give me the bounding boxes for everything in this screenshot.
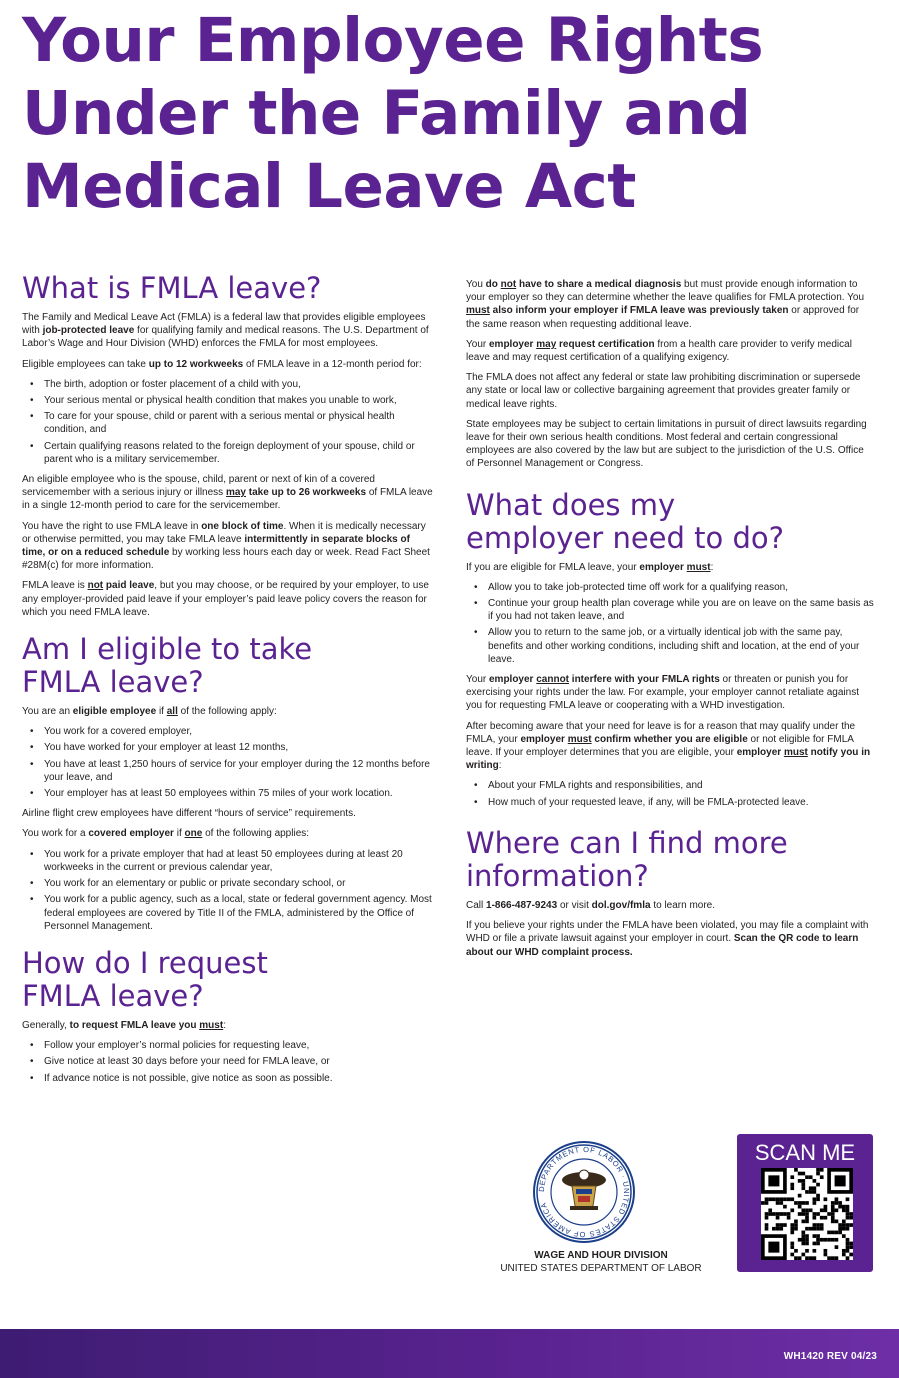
qr-code-panel[interactable] [737,1134,873,1272]
text-bold: do [485,279,501,290]
heading-line: Am I eligible to take [22,632,313,667]
text: to learn more. [650,899,716,911]
text-bold-underline: not [500,279,517,290]
bullet-list [22,848,434,933]
text-bold: job-protected leave [42,325,135,337]
paragraph: State employees may be subject to certain limitations in pursuit of direct lawsuits regarding leave for their own serious health conditions. Most federal and certain congressional employees are also covered by the law but are subject to the jurisdiction of the U.S. Office of Personnel Management or Congress. [466,418,867,470]
text: You are an [22,706,73,718]
list-item: • You work for a public agency, such as a local, state or federal government agency. Most federal employees are covered by Title II of the FMLA, administered by the Office of Personnel Management. [30,893,434,933]
text-bold: intermittently in separate blocks of time, or on a reduced schedule [22,533,410,559]
text-bold: up to 12 workweeks [148,358,244,370]
text: for qualifying family and medical reasons. The U.S. Department of Labor’s Wage and Hour Division (WHD) enforces the FMLA for most employees. [22,325,429,350]
text: of FMLA leave in a 12-month period for: [243,358,422,370]
paragraph [466,561,874,574]
text: if [156,706,167,718]
text-bold: employer [639,561,687,573]
heading-line: What does my [466,487,676,522]
text-bold: Scan the QR code to learn about our WHD complaint process. [466,933,859,958]
text: After becoming aware that your need for leave is for a reason that may qualify under the FMLA, your [466,720,856,745]
scan-me-label: SCAN ME [754,1140,856,1165]
text: : [223,1019,226,1031]
division-name: WAGE AND HOUR DIVISION [534,1250,668,1261]
text: , but you may choose, or be required by your employer, to use any employer-provided paid leave if your employer’s paid leave policy covers the reason for which you need FMLA leave. [22,580,429,618]
paragraph [466,673,874,713]
text-bold: one block of time [201,520,284,532]
text-bold: request certification [556,338,655,350]
paragraph: The FMLA does not affect any federal or state law prohibiting discrimination or supersede any state or local law or collective bargaining agreement that provides greater family or medical leave rights. [466,372,861,410]
text-bold-underline: cannot [536,674,570,686]
agency-name [466,1249,736,1275]
text-bold-underline: all [166,706,178,718]
text: of FMLA leave in a single 12-month period to care for the servicemember. [22,487,433,512]
paragraph [466,720,874,773]
paragraph [22,579,434,619]
paragraph [22,827,434,840]
list-item: • Your serious mental or physical health condition that makes you unable to work, [30,394,434,407]
text: by working less hours each day or week. Read Fact Sheet #28M(c) for more information. [22,547,430,572]
text-bold-underline: must [567,733,592,745]
paragraph [466,899,874,912]
heading-line: How do I request [22,945,268,980]
text: The Family and Medical Leave Act (FMLA) is a federal law that provides eligible employees with [22,312,426,337]
text-bold-underline: must [466,305,490,317]
list-item: • You work for a private employer that had at least 50 employees during at least 20 workweeks in the current or previous calendar year, [30,848,434,874]
text-bold: paid leave [105,580,155,592]
section-eligibility [22,633,434,933]
section-heading [22,633,434,699]
text: from a health care provider to verify medical leave and may request certification of a qualifying exigency. [466,338,852,364]
text-bold-underline: must [686,561,711,573]
section-heading: What is FMLA leave? [22,271,322,305]
left-column [22,272,434,1092]
list-item: • To care for your spouse, child or parent with a serious mental or physical health condition, and [30,410,434,436]
text: or approved for the same reason when requesting additional leave. [466,305,860,330]
text-bold: covered employer [88,828,174,840]
right-column [466,278,874,966]
section-more-info [466,827,874,959]
list-item: • If advance notice is not possible, give notice as soon as possible. [30,1072,434,1085]
bullet-list [466,779,874,808]
text-bold: have to share a medical diagnosis [516,279,682,290]
text: . When it is medically necessary or otherwise permitted, you may take FMLA leave [22,520,426,545]
website-link[interactable]: dol.gov/fmla [591,899,651,911]
paragraph: Airline flight crew employees have different “hours of service” requirements. [22,808,356,820]
heading-line: information? [466,858,649,893]
text: : [498,760,502,772]
bullet-list [22,1039,434,1085]
phone-number[interactable]: 1-866-487-9243 [486,899,558,911]
text: of the following applies: [202,828,310,840]
seal-text: DEPARTMENT OF LABOR · UNITED STATES OF AMERICA [536,1144,632,1240]
list-item: • Give notice at least 30 days before your need for FMLA leave, or [30,1055,434,1068]
list-item: • The birth, adoption or foster placement of a child with you, [30,378,434,391]
title-line: Medical Leave Act [22,151,636,222]
paragraph [22,1019,434,1032]
text-bold: eligible employee [72,706,157,718]
text: You work for a [22,828,89,840]
paragraph [22,311,434,351]
text-bold-underline: may [225,487,246,499]
qr-code-icon[interactable] [761,1168,853,1260]
text-bold: to request FMLA leave you [69,1019,200,1031]
list-item: • Certain qualifying reasons related to the foreign deployment of your spouse, child or parent who is a military servicemember. [30,440,434,466]
footer-band [0,1329,899,1378]
paragraph [22,520,434,573]
text: An eligible employee who is the spouse, child, parent or next of kin of a covered servicemember with a serious injury or illness [22,474,375,499]
heading-line: FMLA leave? [22,978,204,1013]
section-request-leave [22,947,434,1085]
paragraph [22,358,434,371]
title-line: Under the Family and [22,78,751,149]
list-item: • You have at least 1,250 hours of service for your employer during the 12 months before your leave, and [30,758,434,784]
text-bold: notify you in writing [466,747,871,772]
text-bold-underline: may [536,338,557,350]
page-title [22,4,882,223]
paragraph [22,705,434,718]
text: If you believe your rights under the FMLA have been violated, you may file a complaint with WHD or file a private lawsuit against your employer in court. [466,920,869,945]
text: or visit [557,899,592,911]
list-item: • You work for a covered employer, [30,725,434,738]
section-heading [466,827,874,893]
list-item: • About your FMLA rights and responsibilities, and [474,779,874,792]
paragraph [466,278,874,331]
heading-line: Where can I find more [466,825,788,860]
text-bold-underline: must [783,747,808,759]
section-heading [22,947,434,1013]
text: : [710,561,714,573]
list-item: • Allow you to return to the same job, or a virtually identical job with the same pay, benefits and other working conditions, including shift and location, at the end of your leave. [474,626,874,666]
section-what-is-fmla [22,272,434,619]
text: Eligible employees can take [22,358,149,370]
text-bold: employer [488,674,537,686]
list-item: • Your employer has at least 50 employees within 75 miles of your work location. [30,787,434,800]
text-bold: employer [520,733,568,745]
text: You have the right to use FMLA leave in [22,520,202,532]
text: of the following apply: [177,706,277,718]
text: Generally, [22,1019,70,1031]
text: if [173,828,185,840]
text-bold-underline: must [199,1019,224,1031]
heading-line: FMLA leave? [22,665,204,700]
list-item: • How much of your requested leave, if any, will be FMLA-protected leave. [474,796,874,809]
text: or threaten or punish you for exercising your rights under the law. For example, your employer cannot retaliate against you for requesting FMLA leave or cooperating with a WHD investigation. [466,674,859,712]
list-item: • Continue your group health plan coverage while you are on leave on the same basis as if you had not taken leave, and [474,597,874,623]
list-item: • You have worked for your employer at least 12 months, [30,741,434,754]
text-bold: take up to 26 workweeks [248,487,367,499]
text: Call [466,899,487,911]
paragraph [22,473,434,513]
text-bold-underline: not [87,580,104,592]
form-code: WH1420 REV 04/23 [783,1351,877,1362]
text: If you are eligible for FMLA leave, your [466,561,640,573]
section-heading [466,489,874,555]
text: or not eligible for FMLA leave. If your employer determines that you are eligible, your [466,733,854,759]
bullet-list [22,725,434,800]
text: Your [466,674,489,686]
list-item: • Follow your employer’s normal policies for requesting leave, [30,1039,434,1052]
bullet-list [22,378,434,466]
list-item: • Allow you to take job-protected time off work for a qualifying reason, [474,581,874,594]
text-bold: confirm whether you are eligible [591,733,748,745]
bullet-list [466,581,874,666]
text-bold-underline: one [184,828,203,840]
department-name: UNITED STATES DEPARTMENT OF LABOR [500,1263,702,1274]
text-bold: employer [736,747,784,759]
text-bold: also inform your employer if FMLA leave was previously taken [489,305,789,317]
section-employer-duties [466,489,874,809]
heading-line: employer need to do? [466,520,785,555]
paragraph [466,919,874,959]
text-bold: interfere with your FMLA rights [569,674,720,686]
list-item: • You work for an elementary or public or private secondary school, or [30,877,434,890]
paragraph [466,338,874,364]
text: You [466,279,486,290]
text: but must provide enough information to your employer so they can determine whether the leave qualifies for FMLA protection. You [466,279,865,304]
text: Your [466,338,489,350]
dol-seal-logo [532,1140,636,1244]
text-bold: employer [488,338,537,350]
section-medical-info [466,278,874,471]
title-line: Your Employee Rights [22,5,764,76]
text: FMLA leave is [22,580,88,592]
